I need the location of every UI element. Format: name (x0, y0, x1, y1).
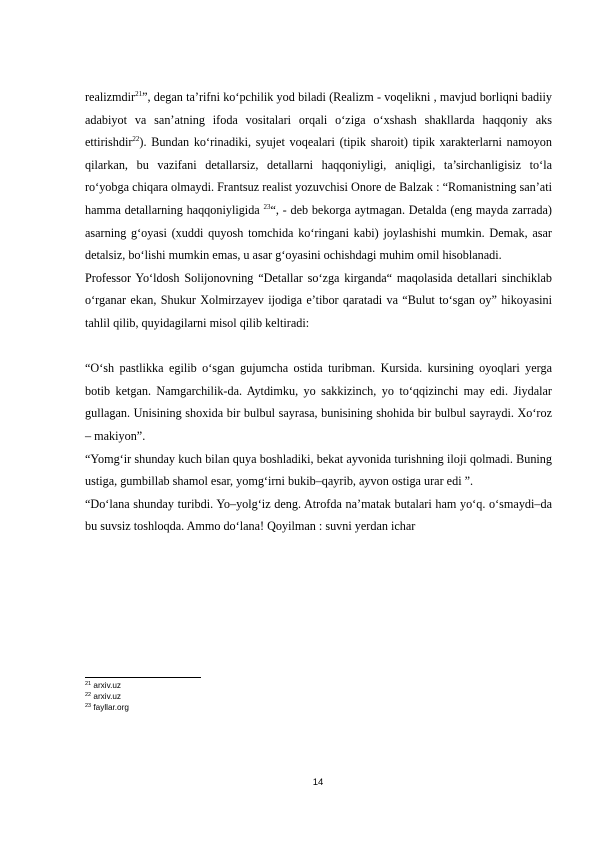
footnote-22 (85, 691, 385, 702)
paragraph-1-part-3: ). Bundan ko‘rinadiki, syujet voqealari (tipik sharoit) tipik xarakterlarni namoyon qilarkan, bu vazifani detallarsiz, detallarni haqqoniyligi, aniqligi, ta’sirchanligisiz to‘la ro‘yobga chiqara olmaydi. Frantsuz realist yozuvchisi Onore de Balzak : “Romanistning san’ati hamma detallarning haqqoniyligida (85, 135, 552, 217)
quote-paragraph-3: “Do‘lana shunday turibdi. Yo–yolg‘iz deng. Atrofda na’matak butalari ham yo‘q. o‘smaydi–da bu suvsiz toshloqda. Ammo do‘lana! Qoyilman : suvni yerdan ichar (85, 496, 552, 534)
paragraph-1 (85, 86, 552, 267)
footnote-text: arxiv.uz (91, 692, 121, 701)
paragraph-1-part-1: realizmdir (85, 90, 136, 104)
page-number: 14 (312, 777, 324, 788)
footnote-number: 23 (85, 703, 92, 709)
footnote-21 (85, 680, 385, 691)
footnote-ref-21[interactable]: 21 (135, 90, 143, 98)
footnote-text: arxiv.uz (91, 681, 121, 690)
footnotes (85, 680, 385, 713)
quote-paragraph-1: “O‘sh pastlikka egilib o‘sgan gujumcha ostida turibman. Kursida. kursining oyoqlari yerga botib ketgan. Namgarchilik-da. Aytdimku, yo sakkizinch, yo to‘qqizinchi may edi. Jiydalar gullagan. Unisining shoxida bir bulbul sayrasa, bunisining shohida bir bulbul sayraydi. Xo‘roz – makiyon”. (85, 361, 552, 443)
footnote-23 (85, 702, 385, 713)
paragraph-1-part-4: “, - deb bekorga aytmagan. Detalda (eng mayda zarrada) asarning g‘oyasi (xuddi quyosh tomchida ko‘ringani kabi) joylashishi mumkin. Demak, asar detalsiz, bo‘lishi mumkin emas, u asar g‘oyasini ochishdagi muhim omil hisoblanadi. (85, 202, 552, 263)
paragraph-1-part-2: ”, degan ta’rifni ko‘pchilik yod biladi (Realizm - voqelikni , mavjud borliqni badiiy adabiyot va san’atning ifoda vositalari orqali o‘ziga o‘xshash shakllarda haqqoniy aks ettirishdir (85, 90, 552, 150)
footnote-separator (85, 677, 201, 678)
footnote-ref-22[interactable]: 22 (132, 135, 140, 144)
paragraph-2: Professor Yo‘ldosh Solijonovning “Detallar so‘zga kirganda“ maqolasida detallari sinchiklab o‘rganar ekan, Shukur Xolmirzayev ijodiga e’tibor qaratadi va “Bulut to‘sgan oy” hikoyasini tahlil qilib, quyidagilarni misol qilib keltiradi: (85, 270, 552, 330)
footnote-number: 22 (85, 692, 92, 698)
body-text (85, 86, 552, 538)
footnote-number: 21 (85, 681, 92, 687)
footnote-text: fayllar.org (91, 703, 129, 712)
footnote-ref-23[interactable]: 23 (263, 202, 271, 211)
quote-paragraph-2: “Yomg‘ir shunday kuch bilan quya boshladiki, bekat ayvonida turishning iloji qolmadi. Buning ustiga, gumbillab shamol esar, yomg‘irni bukib–qayrib, ayvon ostiga urar edi ”. (85, 451, 552, 489)
